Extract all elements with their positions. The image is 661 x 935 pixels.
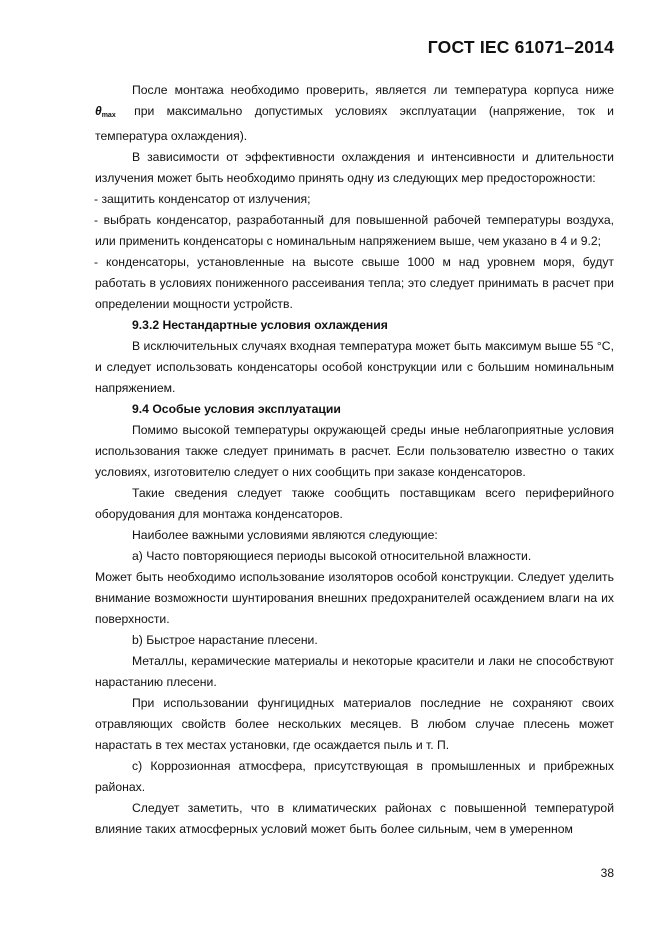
list-item-altitude: - конденсаторы, установленные на высоте свыше 1000 м над уровнем моря, будут работать в условиях пониженного рассеивания тепла; это следует принимать в расчет при определении мощности устройств. xyxy=(94,255,614,311)
theta-max-symbol: $\theta_{max}$ xyxy=(95,104,116,119)
paragraph-exceptional-cases: В исключительных случаях входная температура может быть максимум выше 55 °С, и следует использовать конденсаторы особой конструкции или с большим номинальным напряжением. xyxy=(95,339,614,395)
paragraph-condition-a: а) Часто повторяющиеся периоды высокой относительной влажности. xyxy=(132,549,532,563)
paragraph-fungicide: При использовании фунгицидных материалов последние не сохраняют своих отравляющих свойств более нескольких месяцев. В любом случае плесень может нарастать в тех местах установки, где осаждается пыль и т. П. xyxy=(95,696,614,752)
document-header: ГОСТ IEC 61071–2014 xyxy=(427,37,614,57)
paragraph-insulators: Может быть необходимо использование изоляторов особой конструкции. Следует уделить внимание возможности шунтирования внешних предохранителей осаждением влаги на их поверхности. xyxy=(95,570,614,626)
paragraph-cooling-measures: В зависимости от эффективности охлаждения и интенсивности и длительности излучения может быть необходимо принять одну из следующих мер предосторожности: xyxy=(95,150,614,185)
list-item-protect: - защитить конденсатор от излучения; xyxy=(94,192,311,206)
paragraph-text: при максимально допустимых условиях эксплуатации (напряжение, ток и температура охлаждения). xyxy=(95,104,614,143)
page-number: 38 xyxy=(600,866,614,880)
section-heading-9-4: 9.4 Особые условия эксплуатации xyxy=(132,402,341,416)
paragraph-adverse-conditions: Помимо высокой температуры окружающей среды иные неблагоприятные условия использования также следует принимать в расчет. Если пользователю известно о таких условиях, изготовителю следует о них сообщить при заказе конденсаторов. xyxy=(95,423,614,479)
document-body xyxy=(95,80,614,840)
paragraph-materials: Металлы, керамические материалы и некоторые красители и лаки не способствуют нарастанию плесени. xyxy=(95,654,614,689)
paragraph-condition-b: b) Быстрое нарастание плесени. xyxy=(132,633,318,647)
paragraph-important-conditions: Наиболее важными условиями являются следующие: xyxy=(132,528,438,542)
paragraph-install-check xyxy=(95,80,614,147)
paragraph-climate: Следует заметить, что в климатических районах с повышенной температурой влияние таких атмосферных условий может быть более сильным, чем в умеренном xyxy=(95,801,614,836)
paragraph-text: После монтажа необходимо проверить, является ли температура корпуса ниже xyxy=(132,83,614,97)
list-item-select-capacitor: - выбрать конденсатор, разработанный для повышенной рабочей температуры воздуха, или применить конденсаторы с номинальным напряжением выше, чем указано в 4 и 9.2; xyxy=(94,213,614,248)
paragraph-suppliers: Такие сведения следует также сообщить поставщикам всего периферийного оборудования для монтажа конденсаторов. xyxy=(95,486,614,521)
section-heading-9-3-2: 9.3.2 Нестандартные условия охлаждения xyxy=(132,318,388,332)
paragraph-condition-c: с) Коррозионная атмосфера, присутствующая в промышленных и прибрежных районах. xyxy=(95,759,614,794)
